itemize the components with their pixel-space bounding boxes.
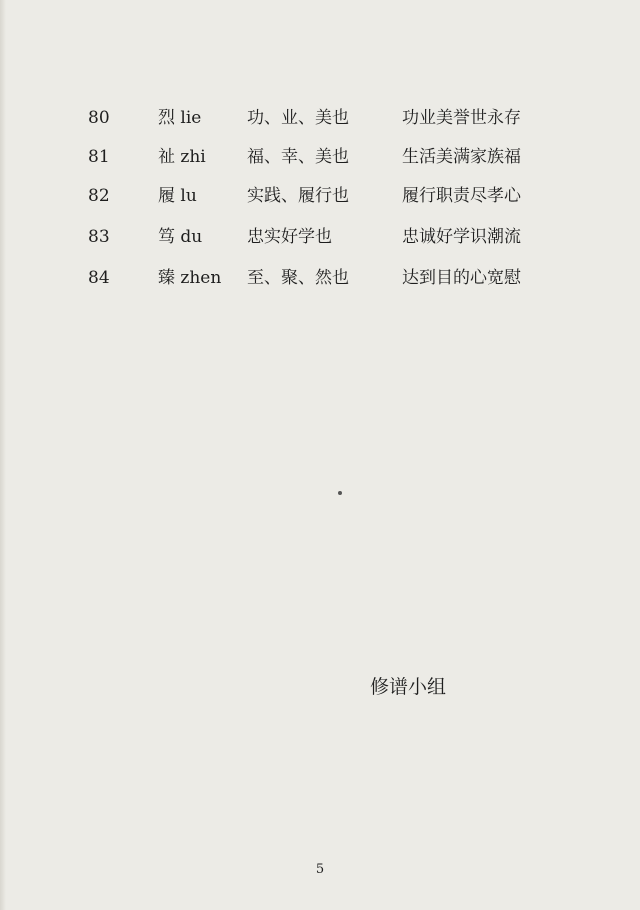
entry-number: 82 [88, 186, 110, 206]
entry-number: 81 [88, 147, 110, 167]
entry-character: 祉 zhi [158, 147, 206, 167]
entry-phrase: 履行职责尽孝心 [402, 186, 521, 206]
entry-number: 80 [88, 108, 110, 128]
generation-entry-row [0, 98, 640, 138]
entry-character: 笃 du [158, 227, 203, 247]
entry-meaning: 忠实好学也 [247, 227, 332, 247]
entry-phrase: 忠诚好学识潮流 [402, 227, 521, 247]
entry-character: 履 lu [158, 186, 197, 206]
generation-entry-row [0, 258, 640, 298]
generation-entry-row [0, 217, 640, 257]
ink-dot [338, 491, 342, 495]
entry-number: 84 [88, 268, 110, 288]
entry-meaning: 至、聚、然也 [247, 268, 349, 288]
entry-character: 烈 lie [158, 108, 202, 128]
entry-meaning: 功、业、美也 [247, 108, 349, 128]
entry-phrase: 功业美誉世永存 [402, 108, 521, 128]
signature: 修谱小组 [370, 676, 447, 698]
page-number: 5 [315, 862, 325, 877]
entry-meaning: 实践、履行也 [247, 186, 349, 206]
entry-meaning: 福、幸、美也 [247, 147, 349, 167]
entry-number: 83 [88, 227, 110, 247]
generation-entry-row [0, 176, 640, 216]
entry-phrase: 生活美满家族福 [402, 147, 521, 167]
entry-phrase: 达到目的心宽慰 [402, 268, 521, 288]
entry-character: 臻 zhen [158, 268, 222, 288]
generation-entry-row [0, 137, 640, 177]
